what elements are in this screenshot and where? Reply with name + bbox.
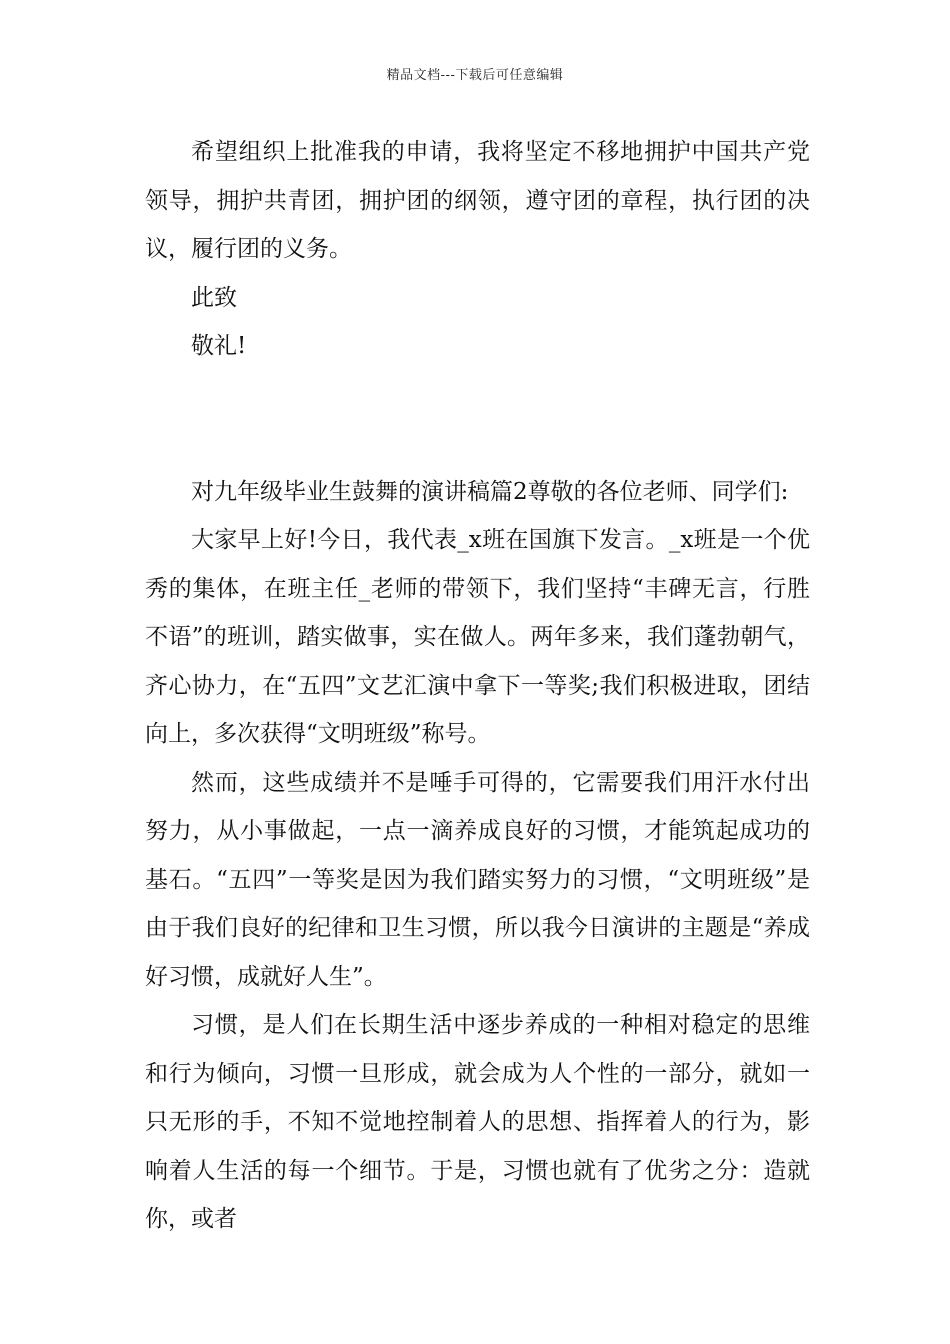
paragraph-greeting: 大家早上好!今日，我代表_x班在国旗下发言。_x班是一个优秀的集体，在班主任_老师的带领下，我们坚持“丰碑无言，行胜不语”的班训，踏实做事，实在做人。两年多来，我们蓬勃朝气，齐心协力，在“五四”文艺汇演中拿下一等奖;我们积极进取，团结向上，多次获得“文明班级”称号。 [145, 527, 810, 747]
page-header: 精品文档---下载后可任意编辑 [386, 68, 564, 83]
section-spacer [145, 371, 810, 468]
document-body [145, 128, 810, 1244]
paragraph-achievements: 然而，这些成绩并不是唾手可得的，它需要我们用汗水付出努力，从小事做起，一点一滴养成良好的习惯，才能筑起成功的基石。“五四”一等奖是因为我们踏实努力的习惯，“文明班级”是由于我们良好的纪律和卫生习惯，所以我今日演讲的主题是“养成好习惯，成就好人生”。 [145, 769, 810, 990]
paragraph-speech-title: 对九年级毕业生鼓舞的演讲稿篇2尊敬的各位老师、同学们: [191, 478, 789, 505]
paragraph-habit-definition: 习惯，是人们在长期生活中逐步养成的一种相对稳定的思维和行为倾向，习惯一旦形成，就会成为人个性的一部分，就如一只无形的手，不知不觉地控制着人的思想、指挥着人的行为，影响着人生活的每一个细节。于是，习惯也就有了优劣之分：造就你，或者 [145, 1012, 810, 1232]
paragraph-salutation: 此致 [191, 284, 237, 311]
paragraph-application-request: 希望组织上批准我的申请，我将坚定不移地拥护中国共产党领导，拥护共青团，拥护团的纲领，遵守团的章程，执行团的决议，履行团的义务。 [145, 139, 810, 262]
paragraph-closing: 敬礼! [191, 333, 247, 359]
